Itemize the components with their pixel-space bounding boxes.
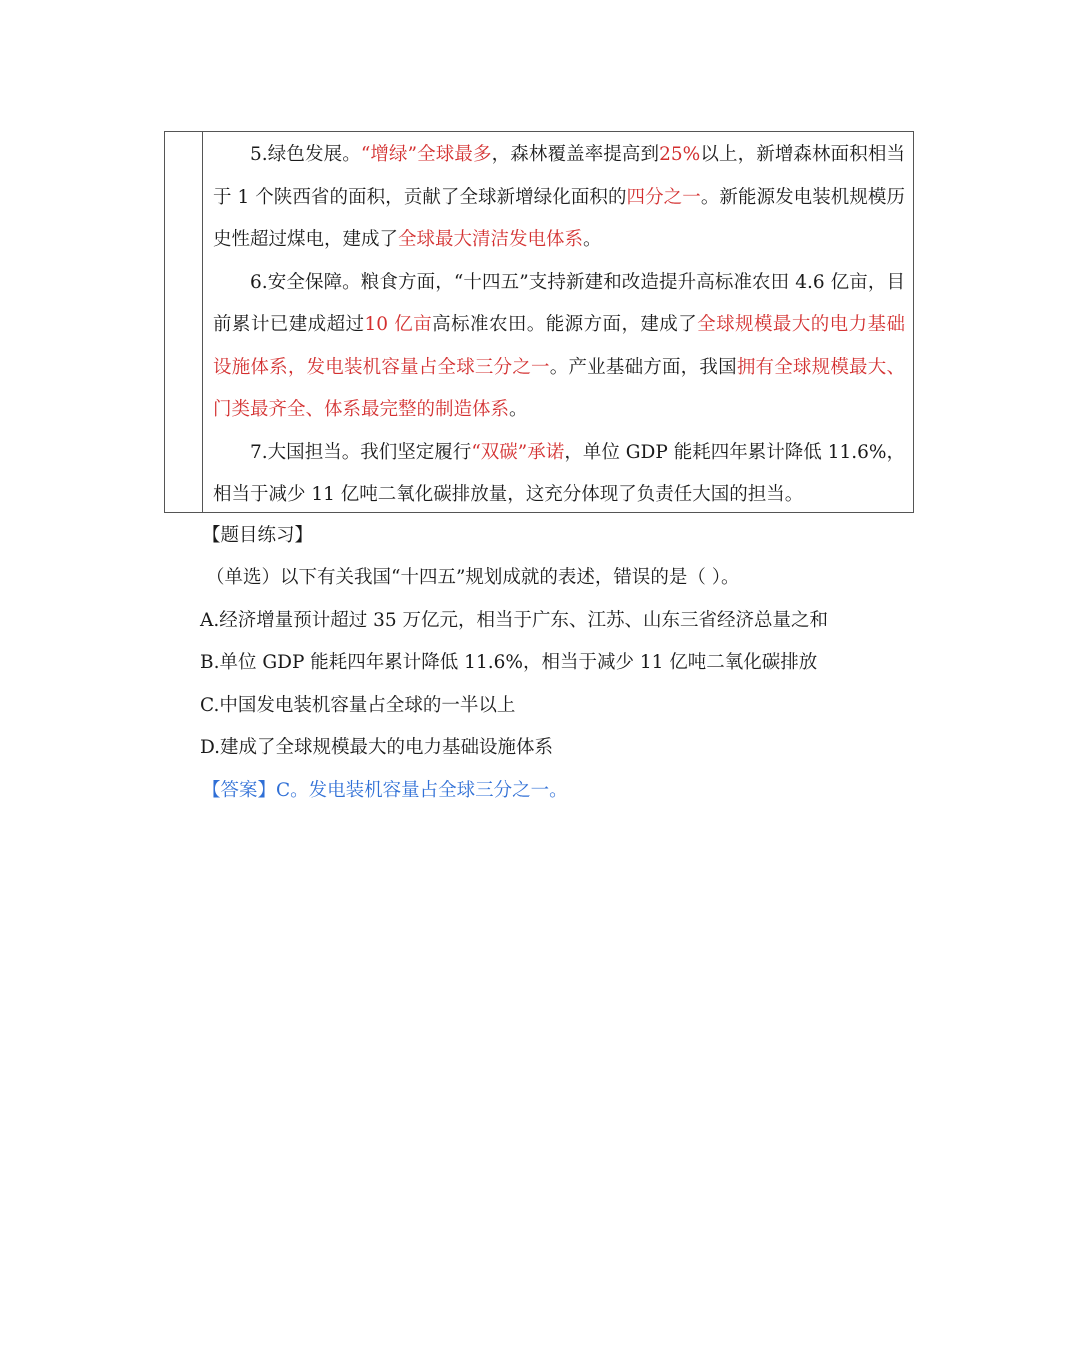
option-d: D.建成了全球规模最大的电力基础设施体系 xyxy=(200,737,554,758)
paragraph-green-development: 5.绿色发展。“增绿”全球最多，森林覆盖率提高到25%以上，新增森林面积相当于 1 个陕西省的面积，贡献了全球新增绿化面积的四分之一。新能源发电装机规模历史性超过煤电，建成了全球最大清洁发电体系。 xyxy=(213,144,905,250)
highlight-text: 全球规模最大的电力基础设施体系，发电装机容量占全球三分之一 xyxy=(213,314,905,378)
highlight-text: “增绿”全球最多 xyxy=(360,144,492,165)
table-left-column xyxy=(165,132,203,512)
option-b: B.单位 GDP 能耗四年累计降低 11.6%，相当于减少 11 亿吨二氧化碳排放 xyxy=(200,652,818,673)
paragraph-responsibility: 7.大国担当。我们坚定履行“双碳”承诺，单位 GDP 能耗四年累计降低 11.6%，相当于减少 11 亿吨二氧化碳排放量，这充分体现了负责任大国的担当。 xyxy=(213,441,905,505)
highlight-text: “双碳”承诺 xyxy=(471,441,565,463)
practice-heading: 【题目练习】 xyxy=(202,525,314,546)
highlight-text: 四分之一 xyxy=(626,186,701,208)
option-c: C.中国发电装机容量占全球的一半以上 xyxy=(200,695,516,716)
highlight-text: 拥有全球规模最大、门类最齐全、体系最完整的制造体系 xyxy=(213,356,905,420)
question-text: （单选）以下有关我国“十四五”规划成就的表述，错误的是（ ）。 xyxy=(206,567,740,588)
paragraph-security: 6.安全保障。粮食方面，“十四五”支持新建和改造提升高标准农田 4.6 亿亩，目前累计已建成超过10 亿亩高标准农田。能源方面，建成了全球规模最大的电力基础设施体系，发电装机容量占全球三分之一。产业基础方面，我国拥有全球规模最大、门类最齐全、体系最完整的制造体系。 xyxy=(213,271,905,420)
table-content-cell xyxy=(213,132,905,517)
content-table xyxy=(164,131,914,513)
option-a: A.经济增量预计超过 35 万亿元，相当于广东、江苏、山东三省经济总量之和 xyxy=(200,610,829,631)
answer-text: 【答案】C。发电装机容量占全球三分之一。 xyxy=(202,780,568,801)
highlight-text: 10 亿亩 xyxy=(364,314,433,335)
highlight-text: 全球最大清洁发电体系 xyxy=(398,229,584,250)
highlight-text: 25% xyxy=(659,144,701,165)
